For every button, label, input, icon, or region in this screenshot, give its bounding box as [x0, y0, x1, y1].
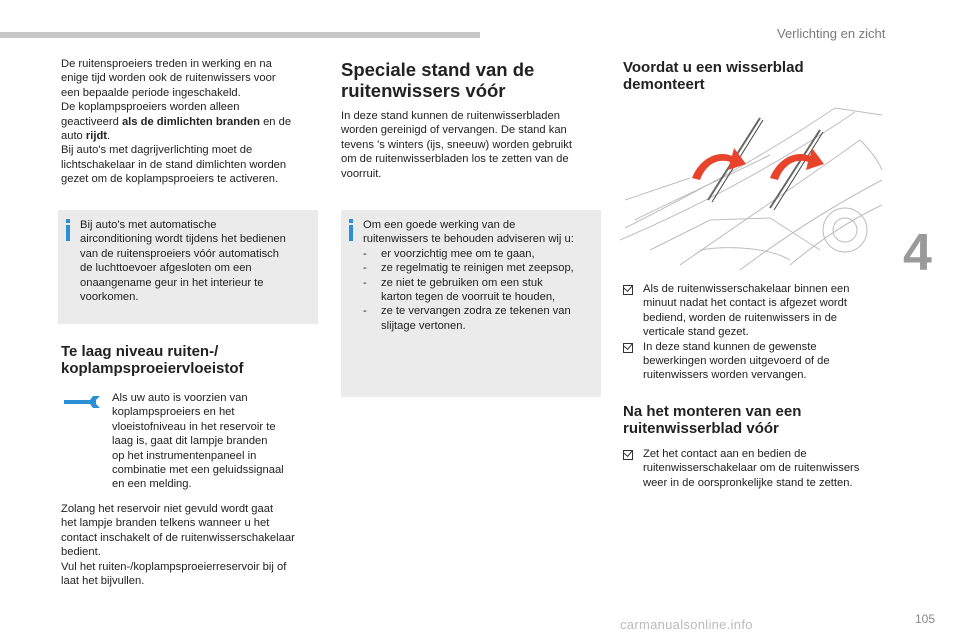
heading-special-position: Speciale stand van de ruitenwissers vóór — [341, 59, 535, 101]
list-item: - ze te vervangen zodra ze tekenen van slijtage vertonen. — [363, 304, 599, 333]
heading-before-removal: Voordat u een wisserblad demonteert — [623, 59, 804, 93]
watermark: carmanualsonline.info — [620, 617, 753, 632]
checkbox-icon — [623, 450, 633, 460]
refill-paragraph: Zolang het reservoir niet gevuld wordt gaat het lampje branden telkens wanneer u het contact inschakelt of de ruitenwisserschakelaar bedient. Vul het ruiten-/koplampsproeierreservoir bij of laat het bijvullen. — [61, 503, 295, 588]
arrow-right — [770, 148, 824, 180]
wrench-warning-icon — [62, 393, 104, 411]
care-list — [363, 247, 599, 333]
list-item: Zet het contact aan en bedien de ruitenwisserschakelaar om de ruitenwissers weer in de oorspronkelijke stand te zetten. — [623, 447, 885, 490]
info-icon — [346, 219, 356, 241]
info-text: Bij auto's met automatische airconditioning wordt tijdens het bedienen van de ruitensproeiers vóór automatisch de luchttoevoer afgesloten om een onaangename geur in het interieur te voorkomen. — [80, 219, 286, 304]
checkbox-icon — [623, 343, 633, 353]
header-bar — [0, 32, 480, 38]
info-box-airco — [58, 210, 318, 324]
windshield-wiper-illustration — [620, 100, 885, 272]
info-icon — [63, 219, 73, 241]
list-item: In deze stand kunnen de gewenste bewerkingen worden uitgevoerd of de ruitenwissers worden vervangen. — [623, 340, 885, 383]
section-title: Verlichting en zicht — [777, 26, 886, 41]
steps-mounting — [623, 447, 885, 490]
intro-paragraph: De ruitensproeiers treden in werking en na enige tijd worden ook de ruitenwissers voor een bepaalde periode ingeschakeld. De koplampsproeiers worden alleen geactiveerd als de dimlichten branden en de auto rijdt. Bij auto's met dagrijverlichting moet de lichtschakelaar in de stand dimlichten worden gezet om de koplampsproeiers te activeren. — [61, 58, 292, 186]
special-position-paragraph: In deze stand kunnen de ruitenwisserbladen worden gereinigd of vervangen. De stand kan tevens 's winters (ijs, sneeuw) worden gebruikt om de ruitenwisserbladen los te zetten van de voorruit. — [341, 110, 572, 180]
list-item: - ze regelmatig te reinigen met zeepsop, — [363, 261, 599, 275]
heading-low-fluid: Te laag niveau ruiten-/ koplampsproeiervloeistof — [61, 343, 244, 377]
page-number: 105 — [915, 612, 936, 626]
list-item: - ze niet te gebruiken om een stuk karton tegen de voorruit te houden, — [363, 276, 599, 305]
warning-lamp-text: Als uw auto is voorzien van koplampsproeiers en het vloeistofniveau in het reservoir te laag is, gaat dit lampje branden op het instrumentenpaneel in combinatie met een geluidssignaal en een melding. — [112, 392, 284, 491]
heading-after-mounting: Na het monteren van een ruitenwisserblad vóór — [623, 403, 802, 437]
chapter-number: 4 — [903, 224, 932, 282]
steps-removal — [623, 282, 885, 383]
list-item: - er voorzichtig mee om te gaan, — [363, 247, 599, 261]
checkbox-icon — [623, 285, 633, 295]
list-item: Als de ruitenwisserschakelaar binnen een minuut nadat het contact is afgezet wordt bediend, worden de ruitenwissers in de verticale stand gezet. — [623, 282, 885, 340]
info-text: Om een goede werking van de ruitenwissers te behouden adviseren wij u: - er voorzichtig mee om te gaan, - ze regelmatig te reinigen met zeepsop, - ze niet te gebruiken om een stuk karton tegen de voorruit te houden, - ze te vervangen zodra ze tekenen van slijtage vertonen. — [363, 218, 599, 333]
info-box-care — [341, 210, 601, 397]
